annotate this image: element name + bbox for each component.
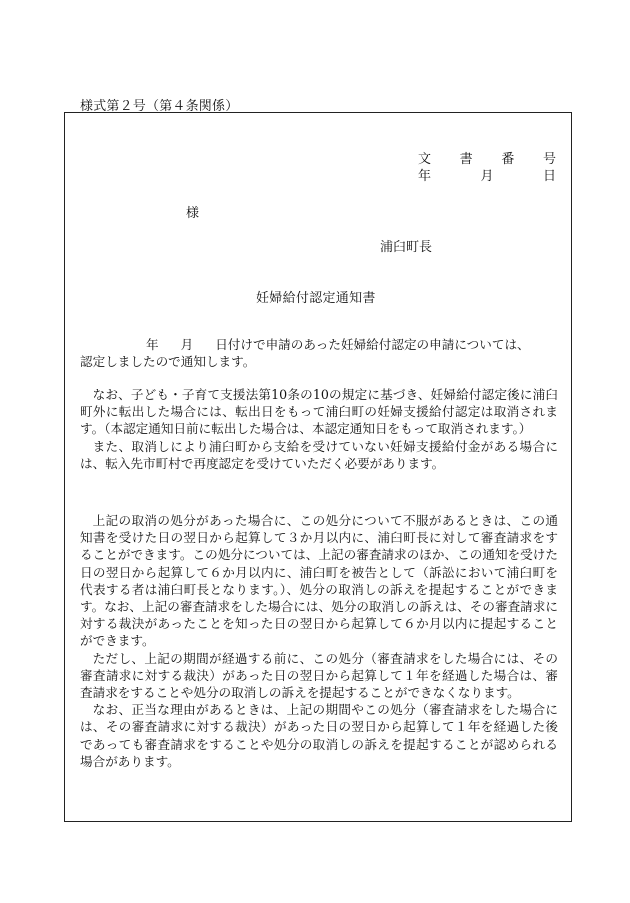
paragraph-exception: なお、正当な理由があるときは、上記の期間やこの処分（審査請求をした場合には、その審査請求に対する裁決）があった日の翌日から起算して１年を経過した後であっても審査請求をすることや処分の取消しの訴えを提起することが認められる場合があります。 <box>80 702 558 769</box>
paragraph-appeal: 上記の取消の処分があった場合に、この処分について不服があるときは、この通知書を受けた日の翌日から起算して３か月以内に、浦臼町長に対して審査請求をすることができます。この処分については、上記の審査請求のほか、この通知を受けた日の翌日から起算して６か月以内に、浦臼町を被告として（訴訟において浦臼町を代表する者は浦臼町長となります。）、処分の取消しの訴えを提起することができます。なお、上記の審査請求をした場合には、処分の取消しの訴えは、その審査請求に対する裁決があったことを知った日の翌日から起算して６か月以内に提起することができます。 <box>80 513 558 649</box>
approval-year: 年 <box>146 337 159 352</box>
document-title: 妊婦給付認定通知書 <box>256 291 376 306</box>
issuer-name: 浦臼町長 <box>380 240 433 255</box>
addressee-honorific: 様 <box>186 206 200 221</box>
paragraph-recertification: また、取消しにより浦臼町から支給を受けていない妊婦支援給付金がある場合には、転入先市町村で再度認定を受けていただく必要があります。 <box>80 438 558 471</box>
paragraph-approval <box>80 336 558 370</box>
paragraph-time-limit: ただし、上記の期間が経過する前に、この処分（審査請求をした場合には、その審査請求に対する裁決）があった日の翌日から起算して１年を経過した場合は、審査請求をすることや処分の取消しの訴えを提起することができなくなります。 <box>80 650 558 701</box>
doc-date-day: 日 <box>542 169 556 184</box>
doc-number-char: 号 <box>542 152 556 167</box>
approval-line-2: 認定しましたので通知します。 <box>80 354 256 370</box>
approval-line-1 <box>80 336 558 353</box>
doc-date-month: 月 <box>480 169 494 184</box>
doc-date-year: 年 <box>418 169 432 184</box>
approval-month: 月 <box>180 337 194 352</box>
doc-number-char: 書 <box>459 152 473 167</box>
paragraph-group-cancellation <box>80 386 558 472</box>
doc-number-char: 文 <box>418 152 432 167</box>
doc-number-char: 番 <box>501 152 515 167</box>
document-date-label <box>418 165 556 184</box>
form-number-label: 様式第２号（第４条関係） <box>80 99 239 114</box>
paragraph-cancellation: なお、子ども・子育て支援法第10条の10の規定に基づき、妊婦給付認定後に浦臼町外に転出した場合には、転出日をもって浦臼町の妊婦支援給付認定は取消されます。（本認定通知日前に転出した場合は、本認定通知日をもって取消されます。） <box>80 387 558 437</box>
paragraph-group-appeal <box>80 512 558 770</box>
approval-text: 日付けで申請のあった妊婦給付認定の申請については、 <box>215 337 530 352</box>
